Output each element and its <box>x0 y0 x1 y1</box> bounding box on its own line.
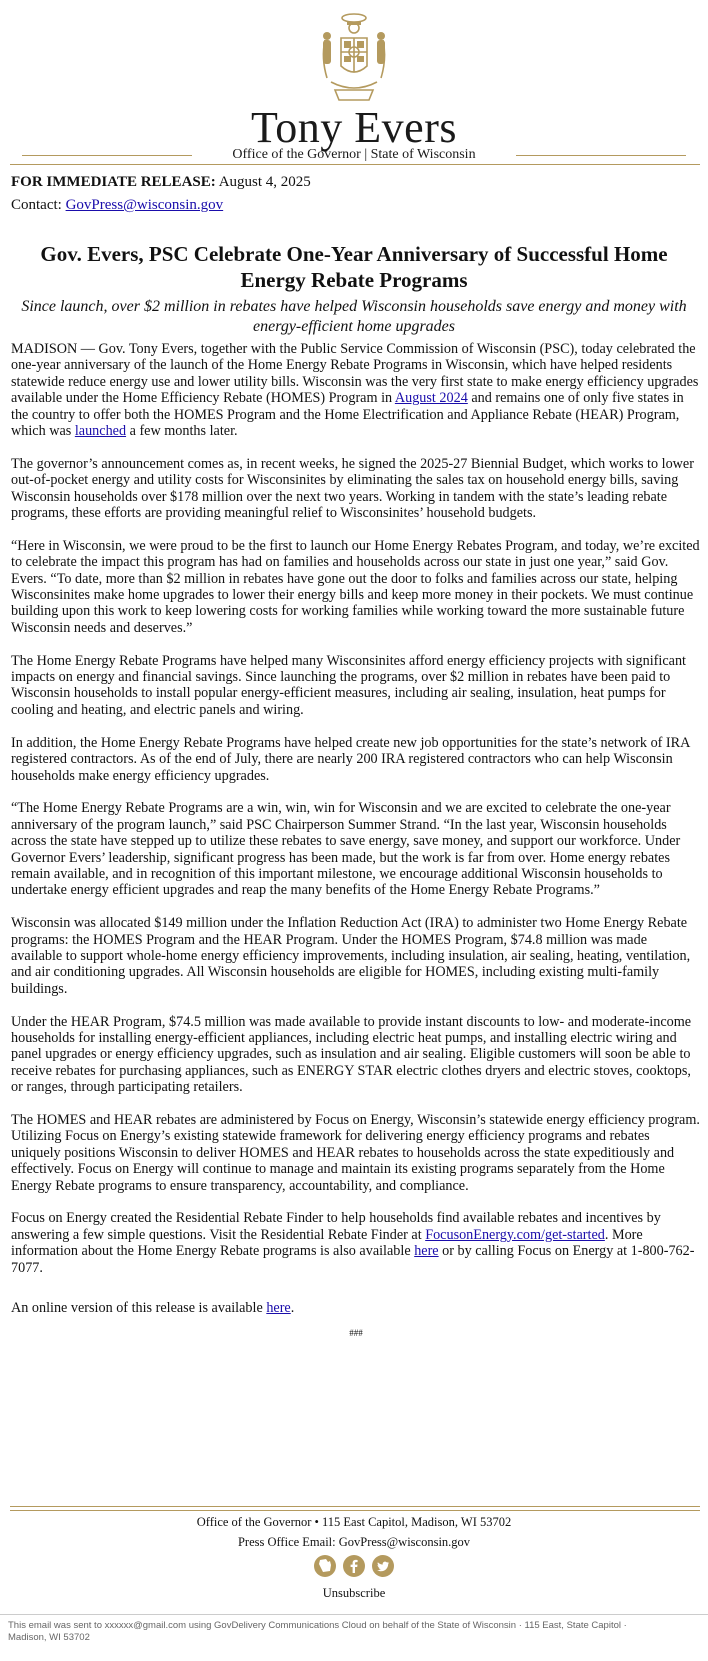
more-info-here-link[interactable]: here <box>414 1243 439 1260</box>
paragraph-text: Focus on Energy created the Residential Rebate Finder to help households find available rebates and incentives by answering a few simple questions. Visit the Residential Rebate Finder at <box>11 1210 661 1243</box>
footer-divider <box>10 1506 700 1511</box>
governor-name: Tony Evers <box>251 103 457 152</box>
unsubscribe-link[interactable]: Unsubscribe <box>322 1586 386 1600</box>
paragraph-text: a few months later. <box>126 423 238 440</box>
paragraph-focus-on-energy: The HOMES and HEAR rebates are administered by Focus on Energy, Wisconsin’s statewide energy efficiency program. Utilizing Focus on Energy’s existing statewide framework for delivering energy efficiency programs and rebates uniquely positions Wisconsin to deliver HOMES and HEAR rebates to households across the state expeditiously and effectively. Focus on Energy will continue to manage and maintain its existing programs separately from the Home Energy Rebate programs to ensure transparency, accountability, and compliance. <box>11 1111 700 1194</box>
twitter-icon[interactable] <box>372 1555 394 1577</box>
delivery-note: This email was sent to xxxxxx@gmail.com using GovDelivery Communications Cloud on behalf of the State of Wisconsin · 115 East, State Capitol · Madison, WI 53702 <box>8 1620 627 1643</box>
paragraph-rebate-finder <box>11 1210 701 1276</box>
paragraph-text: or by calling Focus on Energy at 1-800-762-7077. <box>11 1243 695 1276</box>
paragraph-hear-program: Under the HEAR Program, $74.5 million was made available to provide instant discounts to low- and moderate-income households for installing energy-efficient appliances, including electric heat pumps, and installing electric wiring and panel upgrades or energy efficiency upgrades, such as insulation and air sealing. Eligible customers will soon be able to receive rebates for purchasing appliances, such as ENERGY STAR electric clothes dryers and electric stoves, cooktops, or ranges, through participating retailers. <box>11 1013 692 1096</box>
paragraph-psc-quote: “The Home Energy Rebate Programs are a win, win, win for Wisconsin and we are excited to celebrate the one-year anniversary of the program launch,” said PSC Chairperson Summer Strand. “In the last year, Wisconsin households across the state have stepped up to utilize these rebates to save energy, save money, and support our workforce. Under Governor Evers’ leadership, significant progress has been made, but the work is far from over. Home energy rebates remain available, and in recognition of this important milestone, we encourage additional Wisconsin households to undertake energy efficient upgrades and reap the many benefits of the Home Energy Rebate Programs.” <box>11 800 681 899</box>
paragraph-contractors: In addition, the Home Energy Rebate Programs have helped create new job opportunities for the state’s network of IRA registered contractors. As of the end of July, there are nearly 200 IRA registered contractors who can help Wisconsin households make energy efficiency upgrades. <box>11 734 690 784</box>
header-divider <box>10 164 700 165</box>
release-body <box>11 341 701 1341</box>
paragraph-governor-quote: “Here in Wisconsin, we were proud to be the first to launch our Home Energy Rebates Program, and today, we’re excited to celebrate the impact this program has had on families and households across our state in just one year,” said Gov. Evers. “To date, more than $2 million in rebates have gone out the door to folks and families across our state, helping Wisconsinites make home upgrades to lower their energy bills and keep more money in their pockets. We must continue building upon this work to keep lowering costs for working families while working toward the more sustainable future Wisconsin needs and deserves.” <box>11 537 700 636</box>
social-icons <box>314 1555 394 1579</box>
online-version-link[interactable]: here <box>266 1300 291 1317</box>
paragraph-text: MADISON — Gov. Tony Evers, together with the Public Service Commission of Wisconsin (PSC), today celebrated the one-year anniversary of the launch of the Home Energy Rebate Programs in Wisconsin, which have helped residents statewide reduce energy use and lower utility bills. Wisconsin was the very first state to make energy efficiency upgrades available under the Home Efficiency Rebate (HOMES) Program in <box>11 341 699 407</box>
contact-line <box>11 197 223 214</box>
office-subtitle: Office of the Governor | State of Wisconsin <box>232 147 476 162</box>
release-line <box>11 174 311 191</box>
contact-label: Contact: <box>11 197 62 213</box>
wisconsin-map-icon[interactable] <box>314 1555 336 1577</box>
release-label: FOR IMMEDIATE RELEASE: <box>11 174 216 190</box>
footer-press-email: Press Office Email: GovPress@wisconsin.gov <box>237 1535 471 1549</box>
paragraph-impacts: The Home Energy Rebate Programs have helped many Wisconsinites afford energy efficiency projects with significant impacts on energy and financial savings. Since launching the programs, over $2 million in rebates have been paid to Wisconsin households to install popular energy-efficient measures, including air sealing, insulation, heat pumps for cooling and heating, and electric panels and wiring. <box>11 652 686 718</box>
get-started-link[interactable]: FocusonEnergy.com/get-started <box>425 1226 605 1243</box>
contact-email-link[interactable]: GovPress@wisconsin.gov <box>65 197 224 213</box>
subheadline: Since launch, over $2 million in rebates have helped Wisconsin households save energy and money with energy-efficient home upgrades <box>21 298 687 335</box>
launched-link[interactable]: launched <box>74 423 127 440</box>
august-2024-link[interactable]: August 2024 <box>394 390 468 407</box>
paragraph-text: and remains one of only five states in the country to offer both the HOMES Program and the Home Electrification and Appliance Rebate (HEAR) Program, which was <box>11 390 684 440</box>
end-mark: ### <box>349 1327 363 1338</box>
header-rule-left <box>22 155 192 156</box>
wisconsin-state-seal-icon <box>311 8 397 108</box>
paragraph-text: . <box>290 1300 295 1317</box>
paragraph-text: An online version of this release is available <box>11 1300 267 1317</box>
headline: Gov. Evers, PSC Celebrate One-Year Anniversary of Successful Home Energy Rebate Programs <box>40 242 668 292</box>
header-rule-right <box>516 155 686 156</box>
paragraph-text: . More information about the Home Energy Rebate programs is also available <box>11 1226 643 1260</box>
paragraph-budget: The governor’s announcement comes as, in recent weeks, he signed the 2025-27 Biennial Budget, which works to lower out-of-pocket energy and utility costs for Wisconsinites by eliminating the sales tax on household energy bills, saving Wisconsin households over $178 million over the next two years. Working in tandem with the state’s leading rebate programs, these efforts are providing meaningful relief to Wisconsinites’ household budgets. <box>11 455 694 522</box>
release-date: August 4, 2025 <box>218 174 311 190</box>
delivery-divider <box>0 1614 708 1615</box>
paragraph-online-version <box>11 1300 701 1316</box>
paragraph-ira-funding: Wisconsin was allocated $149 million under the Inflation Reduction Act (IRA) to administer two Home Energy Rebate programs: the HOMES Program and the HEAR Program. Under the HOMES Program, $74.8 million was made available to support whole-home energy efficiency improvements, including insulation, air sealing, heating, ventilation, and air conditioning upgrades. All Wisconsin households are eligible for HOMES, including existing multi-family buildings. <box>11 915 691 997</box>
paragraph-intro <box>11 341 701 439</box>
footer-address: Office of the Governor • 115 East Capitol, Madison, WI 53702 <box>196 1515 512 1529</box>
facebook-icon[interactable] <box>343 1555 365 1577</box>
